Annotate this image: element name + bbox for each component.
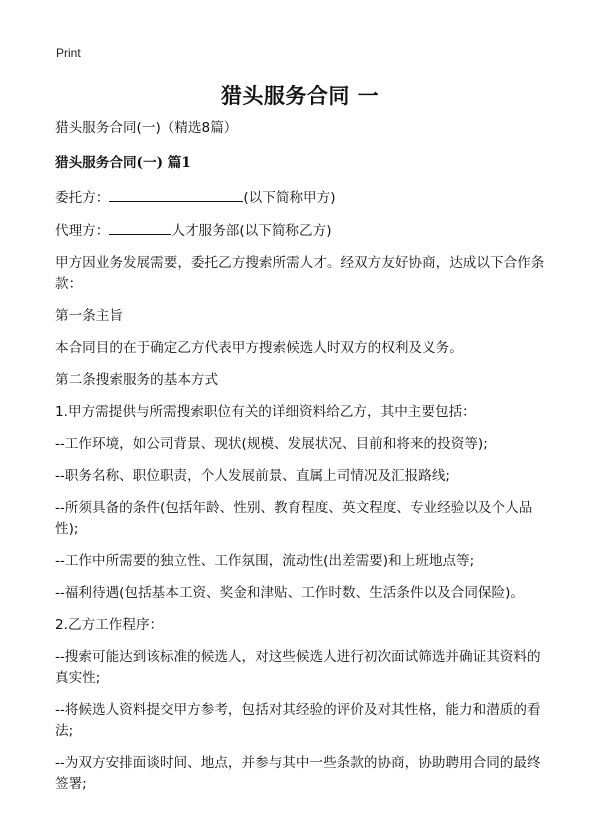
agent-line bbox=[55, 220, 547, 242]
paragraph: --工作中所需要的独立性、工作氛围，流动性(出差需要)和上班地点等; bbox=[55, 553, 475, 569]
agent-suffix: 人才服务部(以下简称乙方) bbox=[171, 223, 332, 239]
document-subtitle: 猎头服务合同(一)（精选8篇） bbox=[55, 120, 238, 136]
paragraph: 第二条搜索服务的基本方式 bbox=[55, 372, 219, 388]
paragraph: --所须具备的条件(包括年龄、性别、教育程度、英文程度、专业经验以及个人品性); bbox=[55, 500, 533, 537]
paragraph: 2.乙方工作程序： bbox=[55, 617, 164, 633]
client-line bbox=[55, 187, 547, 209]
agent-blank bbox=[109, 220, 171, 235]
paragraph: 本合同目的在于确定乙方代表甲方搜索候选人时双方的权利及义务。 bbox=[55, 340, 463, 356]
paragraph: --将候选人资料提交甲方参考，包括对其经验的评价及对其性格，能力和潜质的看法; bbox=[55, 702, 541, 739]
paragraph: --工作环境，如公司背景、现状(规模、发展状况、目前和将来的投资等); bbox=[55, 436, 488, 452]
client-blank bbox=[109, 187, 243, 202]
paragraph: --职务名称、职位职责，个人发展前景、直属上司情况及汇报路线; bbox=[55, 468, 451, 484]
paragraph: --搜索可能达到该标准的候选人，对这些候选人进行初次面试筛选并确证其资料的真实性; bbox=[55, 649, 541, 686]
document-body bbox=[55, 118, 547, 806]
document-title: 猎头服务合同 一 bbox=[220, 84, 380, 108]
client-suffix: (以下简称甲方) bbox=[243, 190, 336, 206]
paragraph: 1.甲方需提供与所需搜索职位有关的详细资料给乙方，其中主要包括： bbox=[55, 404, 476, 420]
paragraph: --福利待遇(包括基本工资、奖金和津贴、工作时数、生活条件以及合同保险)。 bbox=[55, 585, 525, 601]
paragraph: 第一条主旨 bbox=[55, 308, 123, 324]
client-label: 委托方： bbox=[55, 190, 110, 206]
paragraph: --为双方安排面谈时间、地点，并参与其中一些条款的协商，协助聘用合同的最终签署; bbox=[55, 755, 541, 792]
print-link[interactable]: Print bbox=[56, 46, 81, 60]
section-heading: 猎头服务合同(一) 篇1 bbox=[55, 155, 191, 171]
paragraph: 甲方因业务发展需要，委托乙方搜索所需人才。经双方友好协商，达成以下合作条款： bbox=[55, 255, 545, 292]
agent-label: 代理方： bbox=[55, 223, 110, 239]
